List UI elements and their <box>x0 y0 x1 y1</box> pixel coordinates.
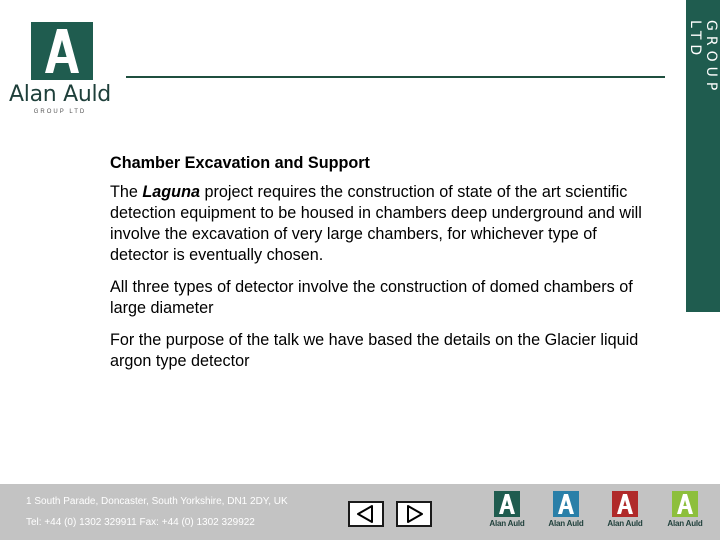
mini-logo-blue <box>545 491 587 533</box>
paragraph-detectors: All three types of detector involve the construction of domed chambers of large diameter <box>110 278 633 317</box>
mini-logo-label: Alan Auld <box>667 519 703 528</box>
slide-content <box>110 153 650 383</box>
paragraph-laguna <box>110 182 650 266</box>
mini-logo-green-a-icon <box>494 491 520 517</box>
header-divider <box>126 76 665 78</box>
mini-logo-label: Alan Auld <box>607 519 643 528</box>
mini-logo-label: Alan Auld <box>489 519 525 528</box>
para1-start: The <box>110 183 143 201</box>
footer-bar <box>0 484 720 540</box>
triangle-right-icon <box>398 503 430 525</box>
logo-a-icon <box>31 22 93 80</box>
mini-logo-lime-a-icon <box>672 491 698 517</box>
previous-slide-button[interactable] <box>348 501 384 527</box>
logo-subtitle: GROUP LTD <box>33 109 87 115</box>
slide-heading: Chamber Excavation and Support <box>110 154 370 172</box>
triangle-left-icon <box>350 503 382 525</box>
side-band <box>686 0 720 312</box>
mini-logo-blue-a-icon <box>553 491 579 517</box>
side-band-text: GROUP LTD <box>687 20 719 96</box>
mini-logo-green <box>486 491 528 533</box>
footer-phone-fax: Tel: +44 (0) 1302 329911 Fax: +44 (0) 1302 329922 <box>26 517 255 528</box>
next-slide-button[interactable] <box>396 501 432 527</box>
mini-logo-red-a-icon <box>612 491 638 517</box>
logo-name: Alan Auld <box>9 82 111 107</box>
project-name: Laguna <box>142 183 200 201</box>
mini-logo-lime <box>664 491 706 533</box>
para1-rest: project requires the construction of state of the art scientific detection equipment to be housed in chambers deep underground and will involve the excavation of very large chambers, for whichever type of detector is eventually chosen. <box>110 183 642 264</box>
mini-logo-red <box>604 491 646 533</box>
paragraph-glacier: For the purpose of the talk we have based the details on the Glacier liquid argon type detector <box>110 331 639 370</box>
company-logo <box>8 22 112 118</box>
footer-address: 1 South Parade, Doncaster, South Yorkshire, DN1 2DY, UK <box>26 496 288 507</box>
mini-logo-label: Alan Auld <box>548 519 584 528</box>
